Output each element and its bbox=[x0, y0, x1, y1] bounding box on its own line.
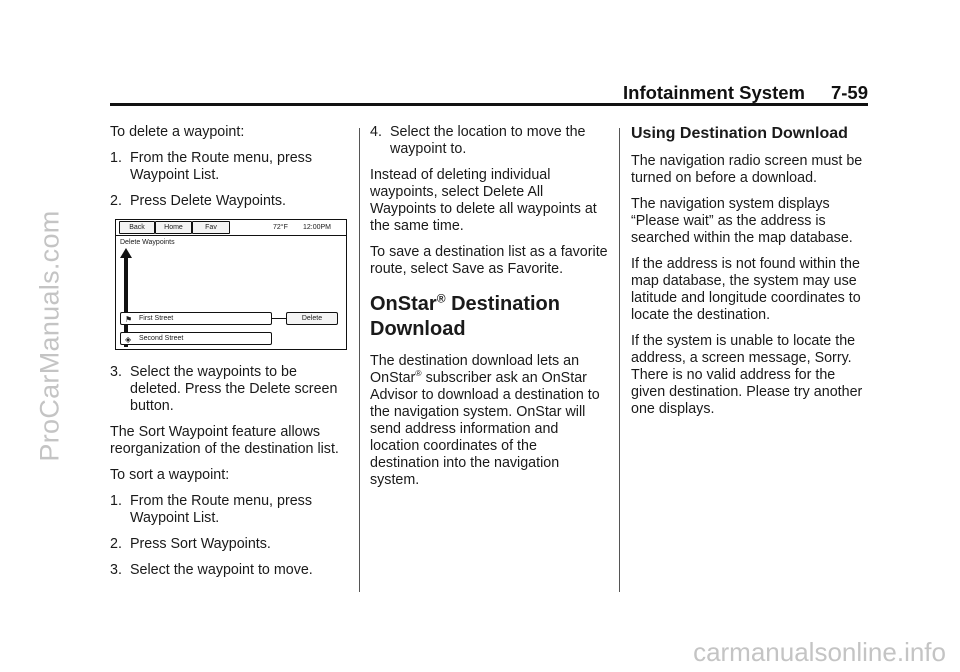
list-item: 4. Select the location to move the waypoint to. bbox=[370, 124, 586, 157]
paragraph: The navigation radio screen must be turned on before a download. bbox=[631, 153, 863, 186]
waypoint-row-first: ⚑ First Street bbox=[120, 312, 272, 325]
paragraph: The destination download lets an OnStar® subscriber ask an OnStar Advisor to download a destination to the navigation system. OnStar will send address information and location coordinates of the destination into the navigation system. bbox=[370, 353, 600, 488]
connector-line bbox=[272, 318, 286, 319]
page-number: 7-59 bbox=[830, 82, 868, 103]
delete-button: Delete bbox=[286, 312, 338, 325]
column-divider bbox=[619, 128, 620, 592]
paragraph: To save a destination list as a favorite route, select Save as Favorite. bbox=[370, 244, 608, 277]
list-item: 3. Select the waypoint to move. bbox=[110, 562, 313, 578]
destination-icon: ◈ bbox=[125, 335, 132, 344]
page-header bbox=[110, 80, 868, 104]
paragraph: Instead of deleting individual waypoints, select Delete All Waypoints to delete all waypoints at the same time. bbox=[370, 167, 597, 234]
screen-title: Delete Waypoints bbox=[120, 239, 175, 246]
list-item: 1. From the Route menu, press Waypoint List. bbox=[110, 493, 312, 526]
temperature: 72°F bbox=[273, 224, 288, 231]
list-item: 2. Press Sort Waypoints. bbox=[110, 536, 271, 552]
section-title: Infotainment System bbox=[623, 82, 805, 103]
side-watermark: ProCarManuals.com bbox=[34, 210, 65, 462]
paragraph: If the system is unable to locate the address, a screen message, Sorry. There is no valid address for the given destination. Please try another one displays. bbox=[631, 333, 863, 417]
fav-button: Fav bbox=[192, 221, 230, 234]
column-1 bbox=[110, 124, 350, 588]
home-button: Home bbox=[155, 221, 192, 234]
subsection-heading: Using Destination Download bbox=[631, 125, 848, 142]
nav-screen-figure bbox=[115, 219, 347, 350]
paragraph: To delete a waypoint: bbox=[110, 124, 245, 140]
paragraph: If the address is not found within the map database, the system may use latitude and longitude coordinates to locate the destination. bbox=[631, 256, 861, 323]
paragraph: The Sort Waypoint feature allows reorganization of the destination list. bbox=[110, 424, 339, 457]
list-item: 1. From the Route menu, press Waypoint List. bbox=[110, 150, 312, 183]
flag-icon: ⚑ bbox=[125, 315, 133, 324]
clock: 12:00PM bbox=[303, 224, 332, 231]
column-3 bbox=[631, 124, 871, 427]
list-item: 2. Press Delete Waypoints. bbox=[110, 193, 287, 209]
list-item: 3. Select the waypoints to be deleted. Press the Delete screen button. bbox=[110, 364, 338, 414]
bottom-watermark: carmanualsonline.info bbox=[693, 637, 946, 667]
paragraph: The navigation system displays “Please wait” as the address is searched within the map database. bbox=[631, 196, 853, 246]
back-button: Back bbox=[119, 221, 155, 234]
waypoint-row-second: ◈ Second Street bbox=[120, 332, 272, 345]
header-rule bbox=[110, 103, 868, 106]
column-2 bbox=[370, 124, 610, 498]
screen-top-bar bbox=[116, 220, 346, 236]
paragraph: To sort a waypoint: bbox=[110, 467, 230, 483]
section-heading: OnStar® Destination Download bbox=[370, 291, 560, 340]
column-divider bbox=[359, 128, 360, 592]
